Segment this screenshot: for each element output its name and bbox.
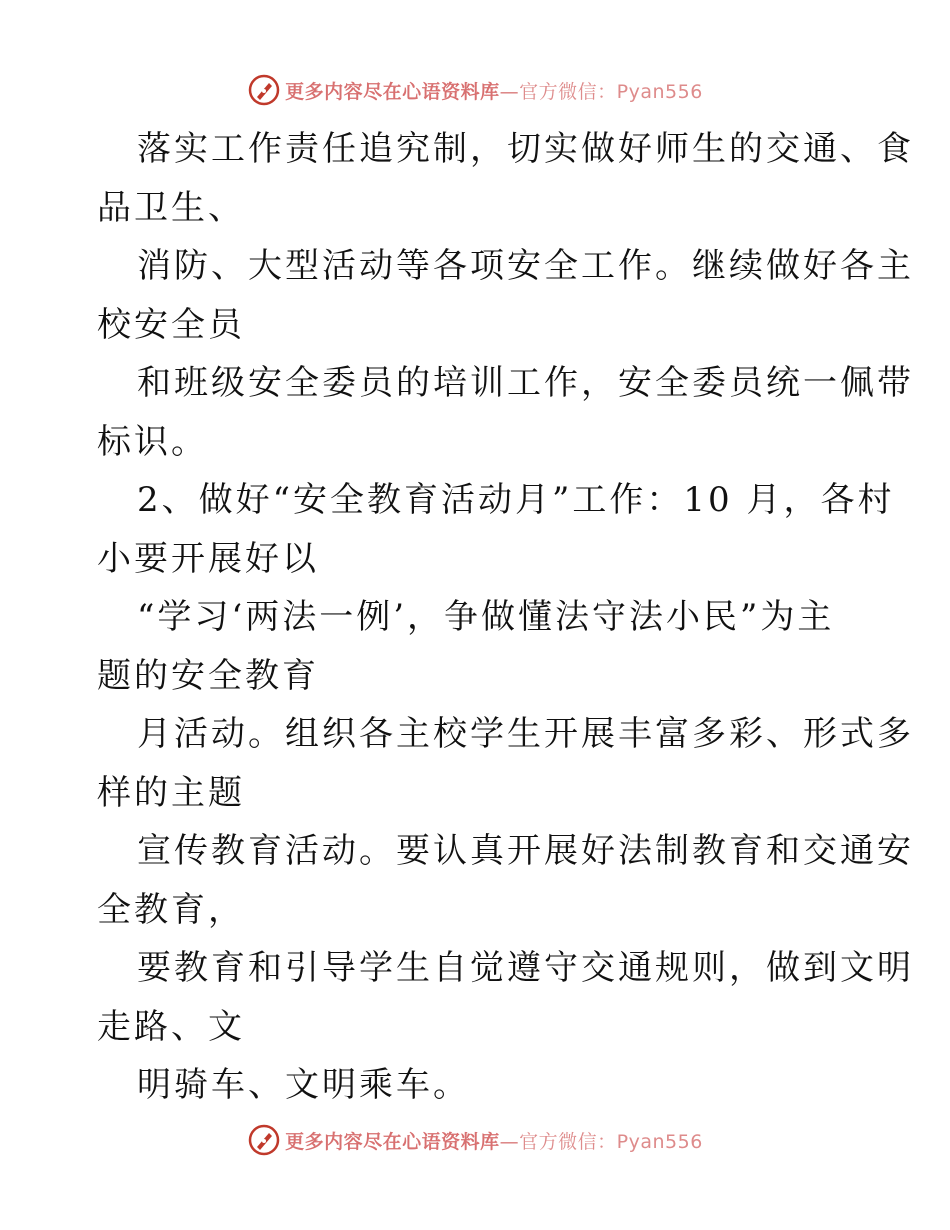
watermark-separator: —: [499, 1130, 520, 1153]
text-line: 标识。: [97, 421, 208, 462]
text-line: 题的安全教育: [97, 655, 319, 696]
watermark-contact: 官方微信：Pyan556: [519, 80, 703, 103]
text-line: 走路、文: [97, 1006, 245, 1047]
text-line: 品卫生、: [97, 187, 245, 228]
watermark-text: [285, 1127, 703, 1154]
footer-watermark: [0, 1120, 950, 1160]
text-line: 和班级安全委员的培训工作，安全委员统一佩带: [137, 363, 914, 403]
text-line: 2、做好“安全教育活动月”工作：10 月，各村: [137, 480, 895, 520]
document-body: [97, 120, 914, 1115]
header-watermark: [0, 70, 950, 110]
text-line: 校安全员: [97, 304, 245, 345]
text-line: 宣传教育活动。要认真开展好法制教育和交通安: [137, 831, 914, 871]
pen-nib-logo-icon: [247, 73, 281, 107]
text-line: 全教育，: [97, 889, 245, 930]
watermark-text: [285, 77, 703, 104]
text-line: 消防、大型活动等各项安全工作。继续做好各主: [137, 246, 914, 286]
pen-nib-logo-icon: [247, 1123, 281, 1157]
text-line: 要教育和引导学生自觉遵守交通规则，做到文明: [137, 948, 914, 988]
text-line: 小要开展好以: [97, 538, 319, 579]
text-line: 明骑车、文明乘车。: [137, 1065, 470, 1105]
watermark-separator: —: [499, 80, 520, 103]
text-line: 样的主题: [97, 772, 245, 813]
watermark-brand: 更多内容尽在心语资料库: [285, 80, 500, 103]
text-line: 月活动。组织各主校学生开展丰富多彩、形式多: [137, 714, 914, 754]
text-line: 落实工作责任追究制，切实做好师生的交通、食: [137, 129, 914, 169]
watermark-brand: 更多内容尽在心语资料库: [285, 1130, 500, 1153]
watermark-contact: 官方微信：Pyan556: [519, 1130, 703, 1153]
text-line: “学习‘两法一例’，争做懂法守法小民”为主: [137, 597, 835, 637]
